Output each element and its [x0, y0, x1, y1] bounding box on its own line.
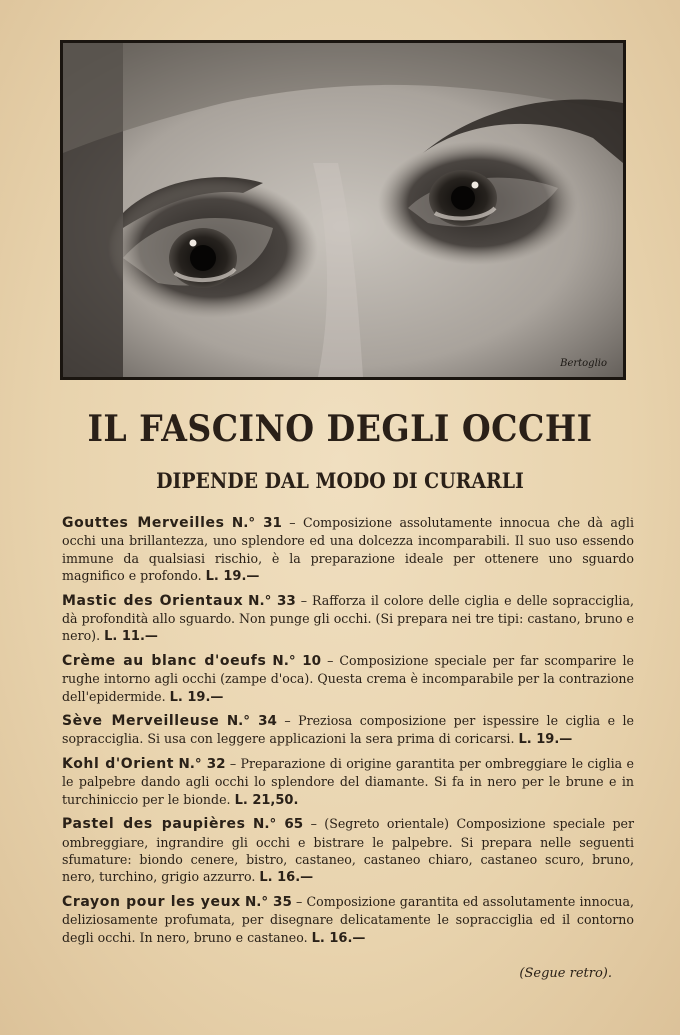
continued-note: (Segue retro). — [519, 966, 612, 981]
product-description: – Composizione speciale per far scomparire le rughe intorno agli occhi (zampe d'oca). Questa crema è incomparabile per la contrazione dell'epidermide. — [62, 652, 634, 704]
product-price: L. 19.— — [518, 732, 573, 748]
product-number: N.° 10 — [272, 652, 322, 669]
product-name: Sève Merveilleuse — [62, 713, 220, 730]
product-item — [62, 815, 634, 887]
product-list — [62, 514, 634, 953]
eyes-photograph — [60, 40, 626, 380]
product-description: – Composizione garantita ed assolutamente innocua, deliziosamente profumata, per disegnare delicatamente le sopracciglia ed il contorno degli occhi. In nero, bruno e castaneo. — [62, 893, 634, 945]
product-price: L. 21,50. — [234, 792, 299, 808]
product-description: – Preparazione di origine garantita per ombreggiare le ciglia e le palpebre dando agli occhi lo splendore del diamante. Si fa in nero per le brune e in turchiniccio per le bionde. — [62, 755, 634, 807]
product-name: Crème au blanc d'oeufs — [62, 652, 267, 669]
product-name: Crayon pour les yeux — [62, 893, 241, 910]
product-name: Kohl d'Orient — [62, 755, 175, 772]
product-number: N.° 34 — [226, 713, 277, 730]
product-name: Pastel des paupières — [62, 816, 246, 833]
product-description: – Composizione assolutamente innocua che dà agli occhi una brillantezza, uno splendore ed una dolcezza incomparabili. Il suo uso essendo immune da qualsiasi rischio, è la preparazione ideale per ottenere uno sguardo magnifico e profondo. — [62, 515, 634, 584]
product-name: Mastic des Orientaux — [62, 592, 244, 609]
product-number: N.° 31 — [231, 515, 282, 531]
product-item — [62, 893, 634, 947]
product-item — [62, 592, 634, 646]
product-description: – Rafforza il colore delle ciglia e delle sopracciglia, dà profondità allo sguardo. Non punge gli occhi. (Si prepara nei tre tipi: castano, bruno e nero). — [62, 592, 634, 644]
product-item — [62, 755, 634, 809]
headline: IL FASCINO DEGLI OCCHI — [87, 408, 593, 450]
product-name: Gouttes Merveilles — [62, 515, 225, 531]
product-item — [62, 514, 634, 586]
product-number: N.° 65 — [253, 816, 304, 833]
product-number: N.° 33 — [248, 592, 296, 609]
product-price: L. 19.— — [205, 569, 260, 585]
artist-signature: Bertoglio — [560, 358, 607, 369]
product-price: L. 16.— — [259, 870, 314, 886]
eyes-illustration — [63, 43, 623, 377]
product-number: N.° 35 — [245, 893, 292, 910]
product-item — [62, 652, 634, 706]
product-price: L. 19.— — [169, 689, 224, 705]
product-description: – Preziosa composizione per ispessire le ciglia e le sopracciglia. Si usa con leggere applicazioni la sera prima di coricarsi. — [62, 713, 634, 747]
product-price: L. 16.— — [311, 930, 366, 946]
product-number: N.° 32 — [178, 755, 226, 772]
subheadline: DIPENDE DAL MODO DI CURARLI — [156, 468, 524, 493]
product-description: – (Segreto orientale) Composizione speciale per ombreggiare, ingrandire gli occhi e bistrare le palpebre. Si prepara nelle seguenti sfumature: biondo cenere, bistro, castaneo, castaneo chiaro, castaneo scuro, bruno, nero, turchino, grigio azzurro. — [62, 816, 635, 885]
product-price: L. 11.— — [104, 629, 158, 645]
product-item — [62, 712, 634, 749]
